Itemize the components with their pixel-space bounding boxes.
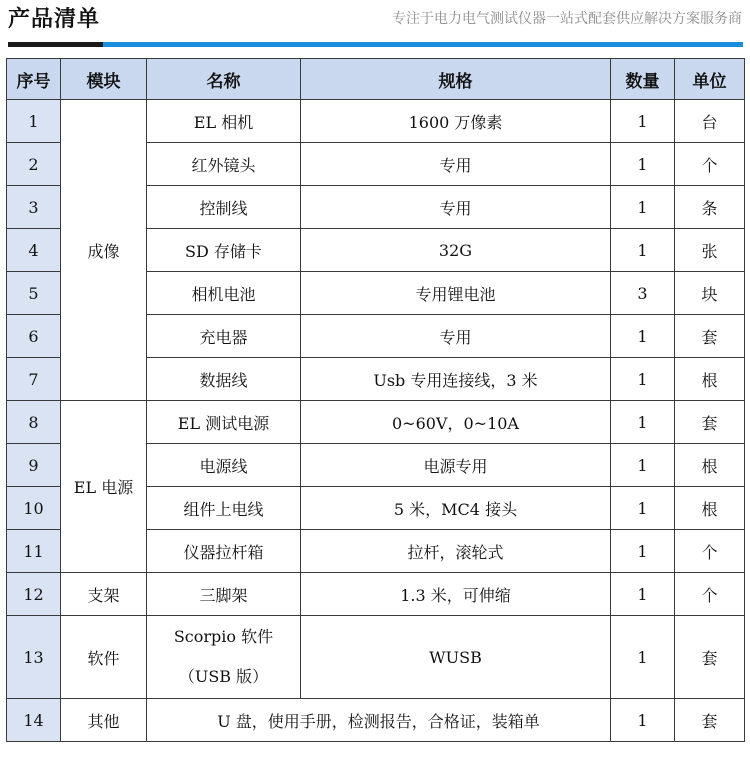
page-header: [0, 0, 750, 48]
cell-name: SD 存储卡: [147, 229, 301, 272]
cell-name: 控制线: [147, 186, 301, 229]
cell-name: 红外镜头: [147, 143, 301, 186]
cell-name: 相机电池: [147, 272, 301, 315]
cell-module-other: 其他: [61, 699, 147, 742]
cell-seq: 10: [7, 487, 61, 530]
cell-spec: 1.3 米，可伸缩: [301, 573, 611, 616]
cell-seq: 13: [7, 616, 61, 699]
cell-unit: 个: [675, 573, 745, 616]
cell-seq: 12: [7, 573, 61, 616]
cell-module-stand: 支架: [61, 573, 147, 616]
cell-name: 组件上电线: [147, 487, 301, 530]
cell-spec: 拉杆，滚轮式: [301, 530, 611, 573]
column-header-seq: 序号: [7, 59, 61, 100]
cell-seq: 6: [7, 315, 61, 358]
cell-spec: 专用: [301, 143, 611, 186]
column-header-spec: 规格: [301, 59, 611, 100]
cell-qty: 3: [611, 272, 675, 315]
cell-seq: 8: [7, 401, 61, 444]
table-row: [7, 616, 745, 699]
cell-qty: 1: [611, 487, 675, 530]
cell-unit: 套: [675, 401, 745, 444]
cell-seq: 3: [7, 186, 61, 229]
table-row: [7, 699, 745, 742]
page-title: 产品清单: [8, 7, 101, 32]
product-list-table: [6, 58, 745, 742]
cell-module-imaging: 成像: [61, 100, 147, 401]
cell-name: 电源线: [147, 444, 301, 487]
cell-seq: 4: [7, 229, 61, 272]
table-row: [7, 573, 745, 616]
cell-spec: 1600 万像素: [301, 100, 611, 143]
cell-qty: 1: [611, 699, 675, 742]
cell-name: [147, 616, 301, 699]
cell-spec: Usb 专用连接线，3 米: [301, 358, 611, 401]
cell-module-software: 软件: [61, 616, 147, 699]
column-header-unit: 单位: [675, 59, 745, 100]
cell-spec: WUSB: [301, 616, 611, 699]
column-header-qty: 数量: [611, 59, 675, 100]
cell-module-el-power: EL 电源: [61, 401, 147, 573]
cell-spec: 专用: [301, 315, 611, 358]
cell-qty: 1: [611, 315, 675, 358]
cell-unit: 套: [675, 616, 745, 699]
cell-spec: 专用锂电池: [301, 272, 611, 315]
cell-name: 充电器: [147, 315, 301, 358]
table-row: [7, 401, 745, 444]
cell-unit: 个: [675, 143, 745, 186]
cell-unit: 条: [675, 186, 745, 229]
cell-unit: 张: [675, 229, 745, 272]
cell-qty: 1: [611, 573, 675, 616]
table-row: [7, 100, 745, 143]
cell-qty: 1: [611, 616, 675, 699]
cell-spec: 电源专用: [301, 444, 611, 487]
company-tagline: 专注于电力电气测试仪器一站式配套供应解决方案服务商: [392, 11, 742, 27]
cell-seq: 1: [7, 100, 61, 143]
cell-name: 仪器拉杆箱: [147, 530, 301, 573]
cell-unit: 根: [675, 487, 745, 530]
cell-name: 三脚架: [147, 573, 301, 616]
title-underline-blue: [103, 42, 743, 47]
cell-qty: 1: [611, 186, 675, 229]
title-underline-dark: [8, 42, 103, 47]
cell-unit: 根: [675, 358, 745, 401]
cell-name: EL 相机: [147, 100, 301, 143]
cell-qty: 1: [611, 358, 675, 401]
cell-seq: 14: [7, 699, 61, 742]
table-header-row: [7, 59, 745, 100]
cell-spec: 32G: [301, 229, 611, 272]
cell-name-spec-merged: U 盘，使用手册，检测报告，合格证，装箱单: [147, 699, 611, 742]
cell-qty: 1: [611, 143, 675, 186]
cell-spec: 5 米，MC4 接头: [301, 487, 611, 530]
cell-spec: 专用: [301, 186, 611, 229]
cell-name-line: Scorpio 软件: [173, 627, 274, 646]
cell-name-line: （USB 版）: [178, 667, 269, 686]
cell-qty: 1: [611, 444, 675, 487]
cell-seq: 7: [7, 358, 61, 401]
cell-qty: 1: [611, 229, 675, 272]
cell-seq: 2: [7, 143, 61, 186]
cell-seq: 5: [7, 272, 61, 315]
cell-spec: 0~60V，0~10A: [301, 401, 611, 444]
cell-qty: 1: [611, 100, 675, 143]
column-header-name: 名称: [147, 59, 301, 100]
cell-unit: 套: [675, 315, 745, 358]
cell-unit: 套: [675, 699, 745, 742]
cell-name: 数据线: [147, 358, 301, 401]
cell-unit: 根: [675, 444, 745, 487]
cell-unit: 个: [675, 530, 745, 573]
column-header-module: 模块: [61, 59, 147, 100]
cell-unit: 台: [675, 100, 745, 143]
cell-name: EL 测试电源: [147, 401, 301, 444]
cell-seq: 11: [7, 530, 61, 573]
cell-qty: 1: [611, 530, 675, 573]
cell-seq: 9: [7, 444, 61, 487]
cell-qty: 1: [611, 401, 675, 444]
cell-unit: 块: [675, 272, 745, 315]
